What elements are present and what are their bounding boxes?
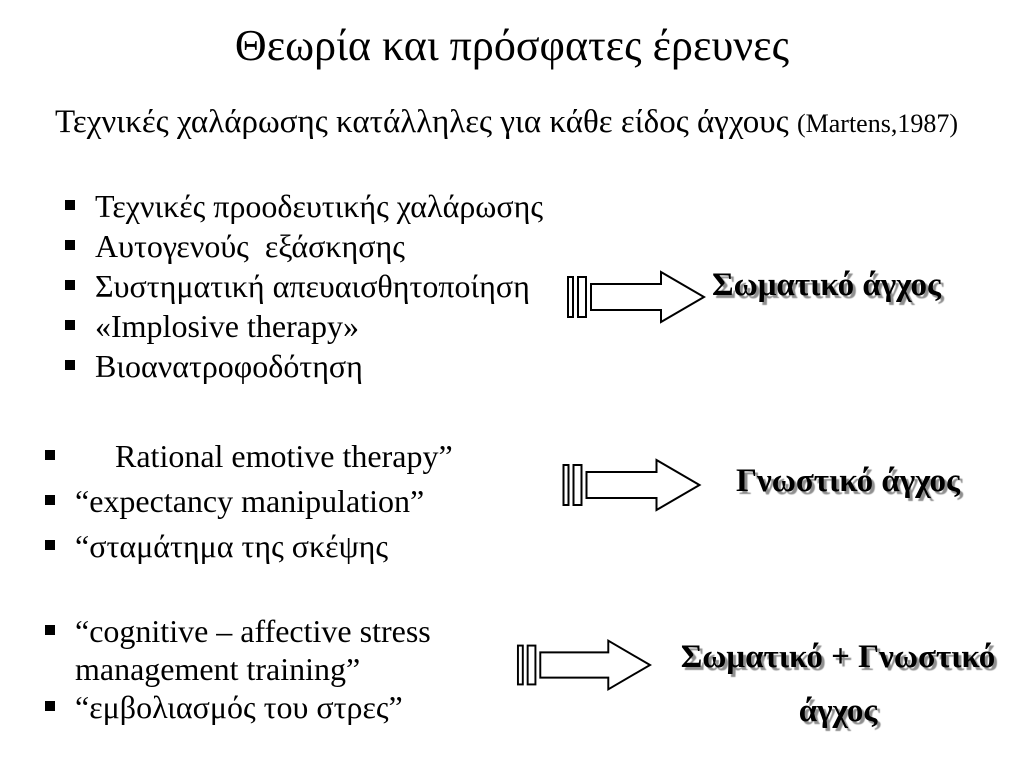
label-line: Σωματικό + Γνωστικό bbox=[680, 639, 996, 675]
list-item bbox=[45, 434, 453, 479]
list-item-text: Αυτογενούς εξάσκησης bbox=[95, 228, 405, 264]
list-item-text: Τεχνικές προοδευτικής χαλάρωσης bbox=[95, 188, 544, 224]
list-item-text: “σταμάτημα της σκέψης bbox=[75, 528, 389, 564]
list-item-text: «Implosive therapy» bbox=[95, 308, 359, 344]
label-line: άγχος bbox=[798, 693, 878, 729]
list-item bbox=[65, 306, 543, 346]
cognitive-anxiety-label: Γνωστικό άγχος bbox=[736, 463, 960, 499]
somatic-anxiety-label: Σωματικό άγχος bbox=[712, 267, 941, 303]
list-item bbox=[65, 186, 543, 226]
list-item bbox=[45, 479, 453, 524]
list-item-text: “expectancy manipulation” bbox=[75, 483, 425, 519]
subtitle-citation: (Martens,1987) bbox=[796, 109, 958, 138]
striped-right-arrow-icon bbox=[516, 638, 652, 692]
striped-right-arrow-icon bbox=[560, 458, 703, 512]
list-item-text: “cognitive – affective stress management training” bbox=[75, 613, 439, 687]
list-item bbox=[45, 524, 453, 569]
list-item bbox=[65, 346, 543, 386]
square-bullet-icon bbox=[65, 200, 75, 210]
subtitle-text: Τεχνικές χαλάρωσης κατάλληλες για κάθε είδος άγχους bbox=[55, 104, 797, 140]
list-item bbox=[65, 266, 543, 306]
list-item-text: Rational emotive therapy” bbox=[75, 438, 453, 474]
list-item-text: “εμβολιασμός του στρες” bbox=[75, 689, 403, 725]
slide-title: Θεωρία και πρόσφατες έρευνες bbox=[234, 21, 790, 70]
subtitle bbox=[55, 104, 958, 141]
striped-right-arrow-icon bbox=[566, 270, 706, 324]
square-bullet-icon bbox=[65, 280, 75, 290]
somatic-techniques-list bbox=[65, 186, 543, 386]
square-bullet-icon bbox=[45, 540, 55, 550]
list-item bbox=[65, 226, 543, 266]
cognitive-techniques-list bbox=[45, 434, 453, 569]
square-bullet-icon bbox=[45, 495, 55, 505]
list-item bbox=[45, 612, 475, 688]
list-item-text: Συστηματική απευαισθητοποίηση bbox=[95, 268, 530, 304]
square-bullet-icon bbox=[65, 320, 75, 330]
square-bullet-icon bbox=[65, 240, 75, 250]
square-bullet-icon bbox=[45, 450, 55, 460]
square-bullet-icon bbox=[45, 625, 55, 635]
square-bullet-icon bbox=[65, 360, 75, 370]
somatic-cognitive-anxiety-label bbox=[655, 630, 1021, 738]
list-item bbox=[45, 688, 475, 726]
combined-techniques-list bbox=[45, 612, 475, 726]
list-item-text: Βιοανατροφοδότηση bbox=[95, 348, 363, 384]
square-bullet-icon bbox=[45, 701, 55, 711]
